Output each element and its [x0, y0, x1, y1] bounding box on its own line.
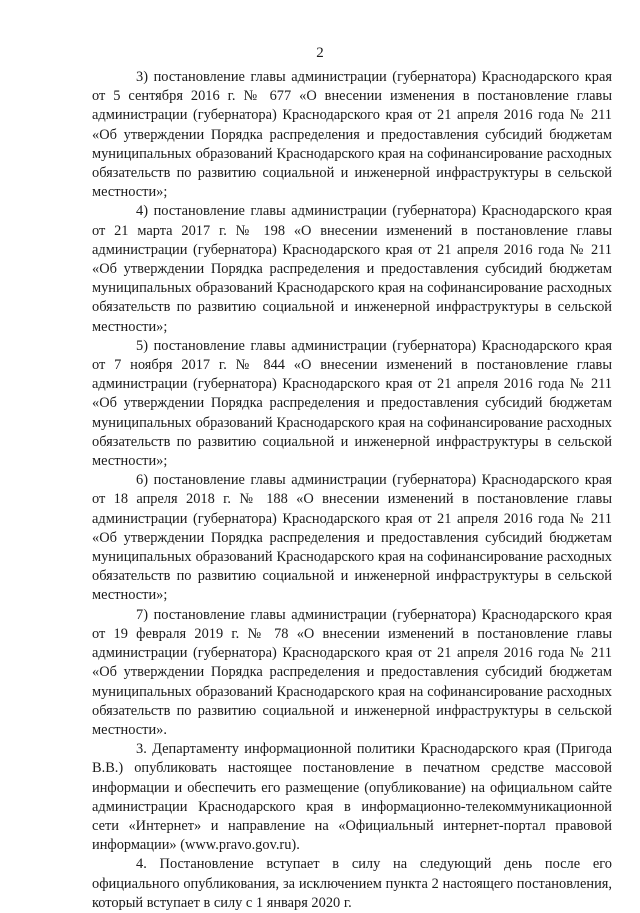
paragraph-clause-4: 4. Постановление вступает в силу на следующий день после его официального опубликования, за исключением пункта 2 настоящего постановления, который вступает в силу с 1 января 2020 г.	[92, 856, 612, 911]
paragraph-clause-3: 3. Департаменту информационной политики Краснодарского края (Пригода В.В.) опубликовать настоящее постановление в печатном средстве массовой информации и обеспечить его размещение (опубликование) на официальном сайте администрации Краснодарского края в информационно-телекоммуникационной сети «Интернет» и направление на «Официальный интернет-портал правовой информации» (www.pravo.gov.ru).	[92, 741, 612, 854]
page-number: 2	[316, 45, 324, 61]
paragraph-item-4: 4) постановление главы администрации (губернатора) Краснодарского края от 21 марта 2017 г. № 198 «О внесении изменений в постановление главы администрации (губернатора) Краснодарского края от 21 апреля 2016 года № 211 «Об утверждении Порядка распределения и предоставления субсидий бюджетам муниципальных образований Краснодарского края на софинансирование расходных обязательств по развитию социальной и инженерной инфраструктуры в сельской местности»;	[92, 203, 612, 335]
paragraph-item-5: 5) постановление главы администрации (губернатора) Краснодарского края от 7 ноября 2017 г. № 844 «О внесении изменений в постановление главы администрации (губернатора) Краснодарского края от 21 апреля 2016 года № 211 «Об утверждении Порядка распределения и предоставления субсидий бюджетам муниципальных образований Краснодарского края на софинансирование расходных обязательств по развитию социальной и инженерной инфраструктуры в сельской местности»;	[92, 337, 612, 470]
paragraph-item-7: 7) постановление главы администрации (губернатора) Краснодарского края от 19 февраля 2019 г. № 78 «О внесении изменений в постановление главы администрации (губернатора) Краснодарского края от 21 апреля 2016 года № 211 «Об утверждении Порядка распределения и предоставления субсидий бюджетам муниципальных образований Краснодарского края на софинансирование расходных обязательств по развитию социальной и инженерной инфраструктуры в сельской местности».	[92, 606, 612, 738]
document-body	[92, 68, 612, 913]
paragraph-item-6: 6) постановление главы администрации (губернатора) Краснодарского края от 18 апреля 2018 г. № 188 «О внесении изменений в постановление главы администрации (губернатора) Краснодарского края от 21 апреля 2016 года № 211 «Об утверждении Порядка распределения и предоставления субсидий бюджетам муниципальных образований Краснодарского края на софинансирование расходных обязательств по развитию социальной и инженерной инфраструктуры в сельской местности»;	[92, 472, 612, 604]
paragraph-item-3: 3) постановление главы администрации (губернатора) Краснодарского края от 5 сентября 2016 г. № 677 «О внесении изменения в постановление главы администрации (губернатора) Краснодарского края от 21 апреля 2016 года № 211 «Об утверждении Порядка распределения и предоставления субсидий бюджетам муниципальных образований Краснодарского края на софинансирование расходных обязательств по развитию социальной и инженерной инфраструктуры в сельской местности»;	[92, 69, 612, 201]
